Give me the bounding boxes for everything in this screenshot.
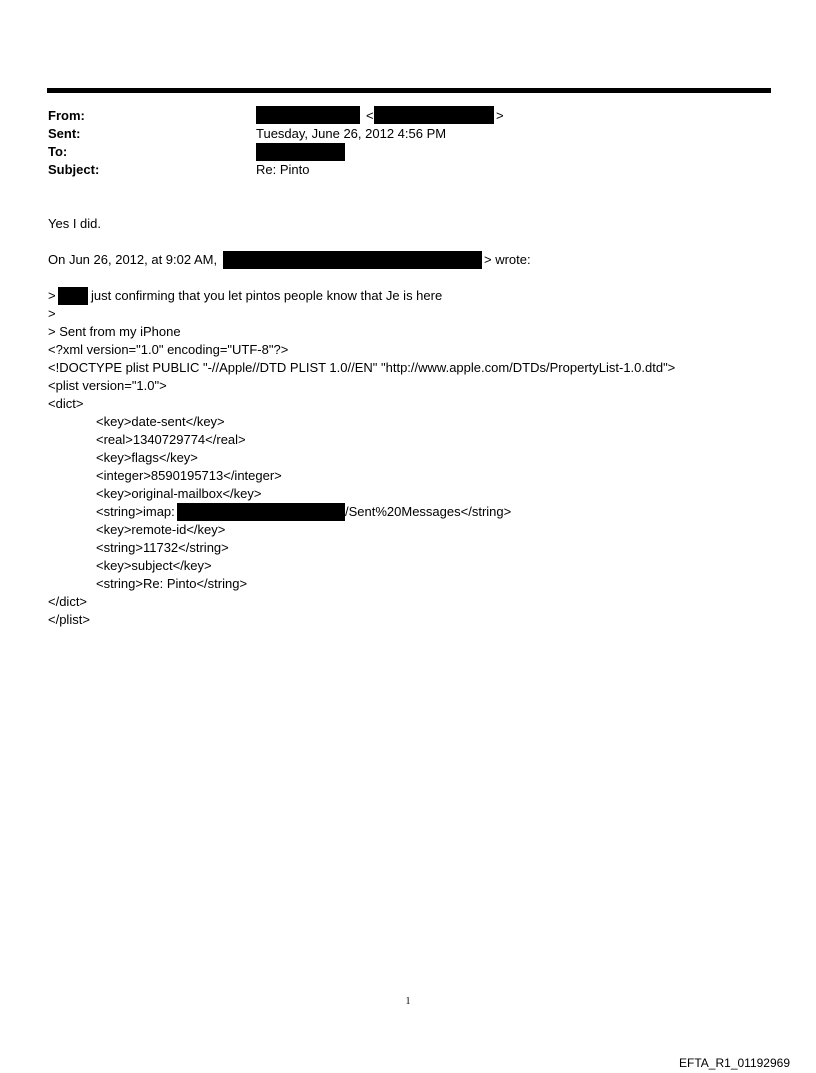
dict-line: <key>subject</key>	[96, 558, 212, 573]
quoted-empty-line: >	[48, 306, 56, 321]
redacted-quoted-sender	[223, 251, 482, 269]
redacted-quoted-name	[58, 287, 88, 305]
subject-value: Re: Pinto	[256, 162, 310, 177]
dict-line: <key>remote-id</key>	[96, 522, 226, 537]
to-label: To:	[48, 144, 68, 159]
dict-line: <integer>8590195713</integer>	[96, 468, 282, 483]
imap-path-suffix: /Sent%20Messages</string>	[345, 504, 512, 519]
quote-intro-prefix: On Jun 26, 2012, at 9:02 AM,	[48, 252, 218, 267]
redacted-sender-name	[256, 106, 360, 124]
plist-close: </plist>	[48, 612, 90, 627]
subject-label: Subject:	[48, 162, 100, 177]
bates-number: EFTA_R1_01192969	[679, 1056, 790, 1070]
quoted-line-marker: >	[48, 288, 56, 303]
plist-open: <plist version="1.0">	[48, 378, 167, 393]
dict-line: <real>1340729774</real>	[96, 432, 246, 447]
reply-text: Yes I did.	[48, 216, 102, 231]
from-close-bracket: >	[496, 108, 504, 123]
redacted-imap-account	[177, 503, 345, 521]
dict-open: <dict>	[48, 396, 84, 411]
page-number: 1	[405, 996, 411, 1007]
sent-value: Tuesday, June 26, 2012 4:56 PM	[256, 126, 447, 141]
quote-intro-suffix: > wrote:	[484, 252, 531, 267]
xml-declaration: <?xml version="1.0" encoding="UTF-8"?>	[48, 342, 289, 357]
dict-line: <string>Re: Pinto</string>	[96, 576, 248, 591]
dict-line-imap: <string>imap:	[96, 504, 175, 519]
doctype-line: <!DOCTYPE plist PUBLIC "-//Apple//DTD PLIST 1.0//EN" "http://www.apple.com/DTDs/PropertyList-1.0.dtd">	[48, 360, 676, 375]
from-label: From:	[48, 108, 85, 123]
dict-close: </dict>	[48, 594, 88, 609]
redacted-recipient	[256, 143, 345, 161]
header-rule	[47, 88, 771, 93]
dict-line: <key>date-sent</key>	[96, 414, 225, 429]
sent-label: Sent:	[48, 126, 81, 141]
quoted-signature: > Sent from my iPhone	[48, 324, 181, 339]
quoted-message: just confirming that you let pintos people know that Je is here	[91, 288, 443, 303]
dict-line: <string>11732</string>	[96, 540, 229, 555]
dict-line: <key>flags</key>	[96, 450, 198, 465]
dict-line: <key>original-mailbox</key>	[96, 486, 262, 501]
redacted-sender-email	[374, 106, 494, 124]
from-open-bracket: <	[366, 108, 374, 123]
